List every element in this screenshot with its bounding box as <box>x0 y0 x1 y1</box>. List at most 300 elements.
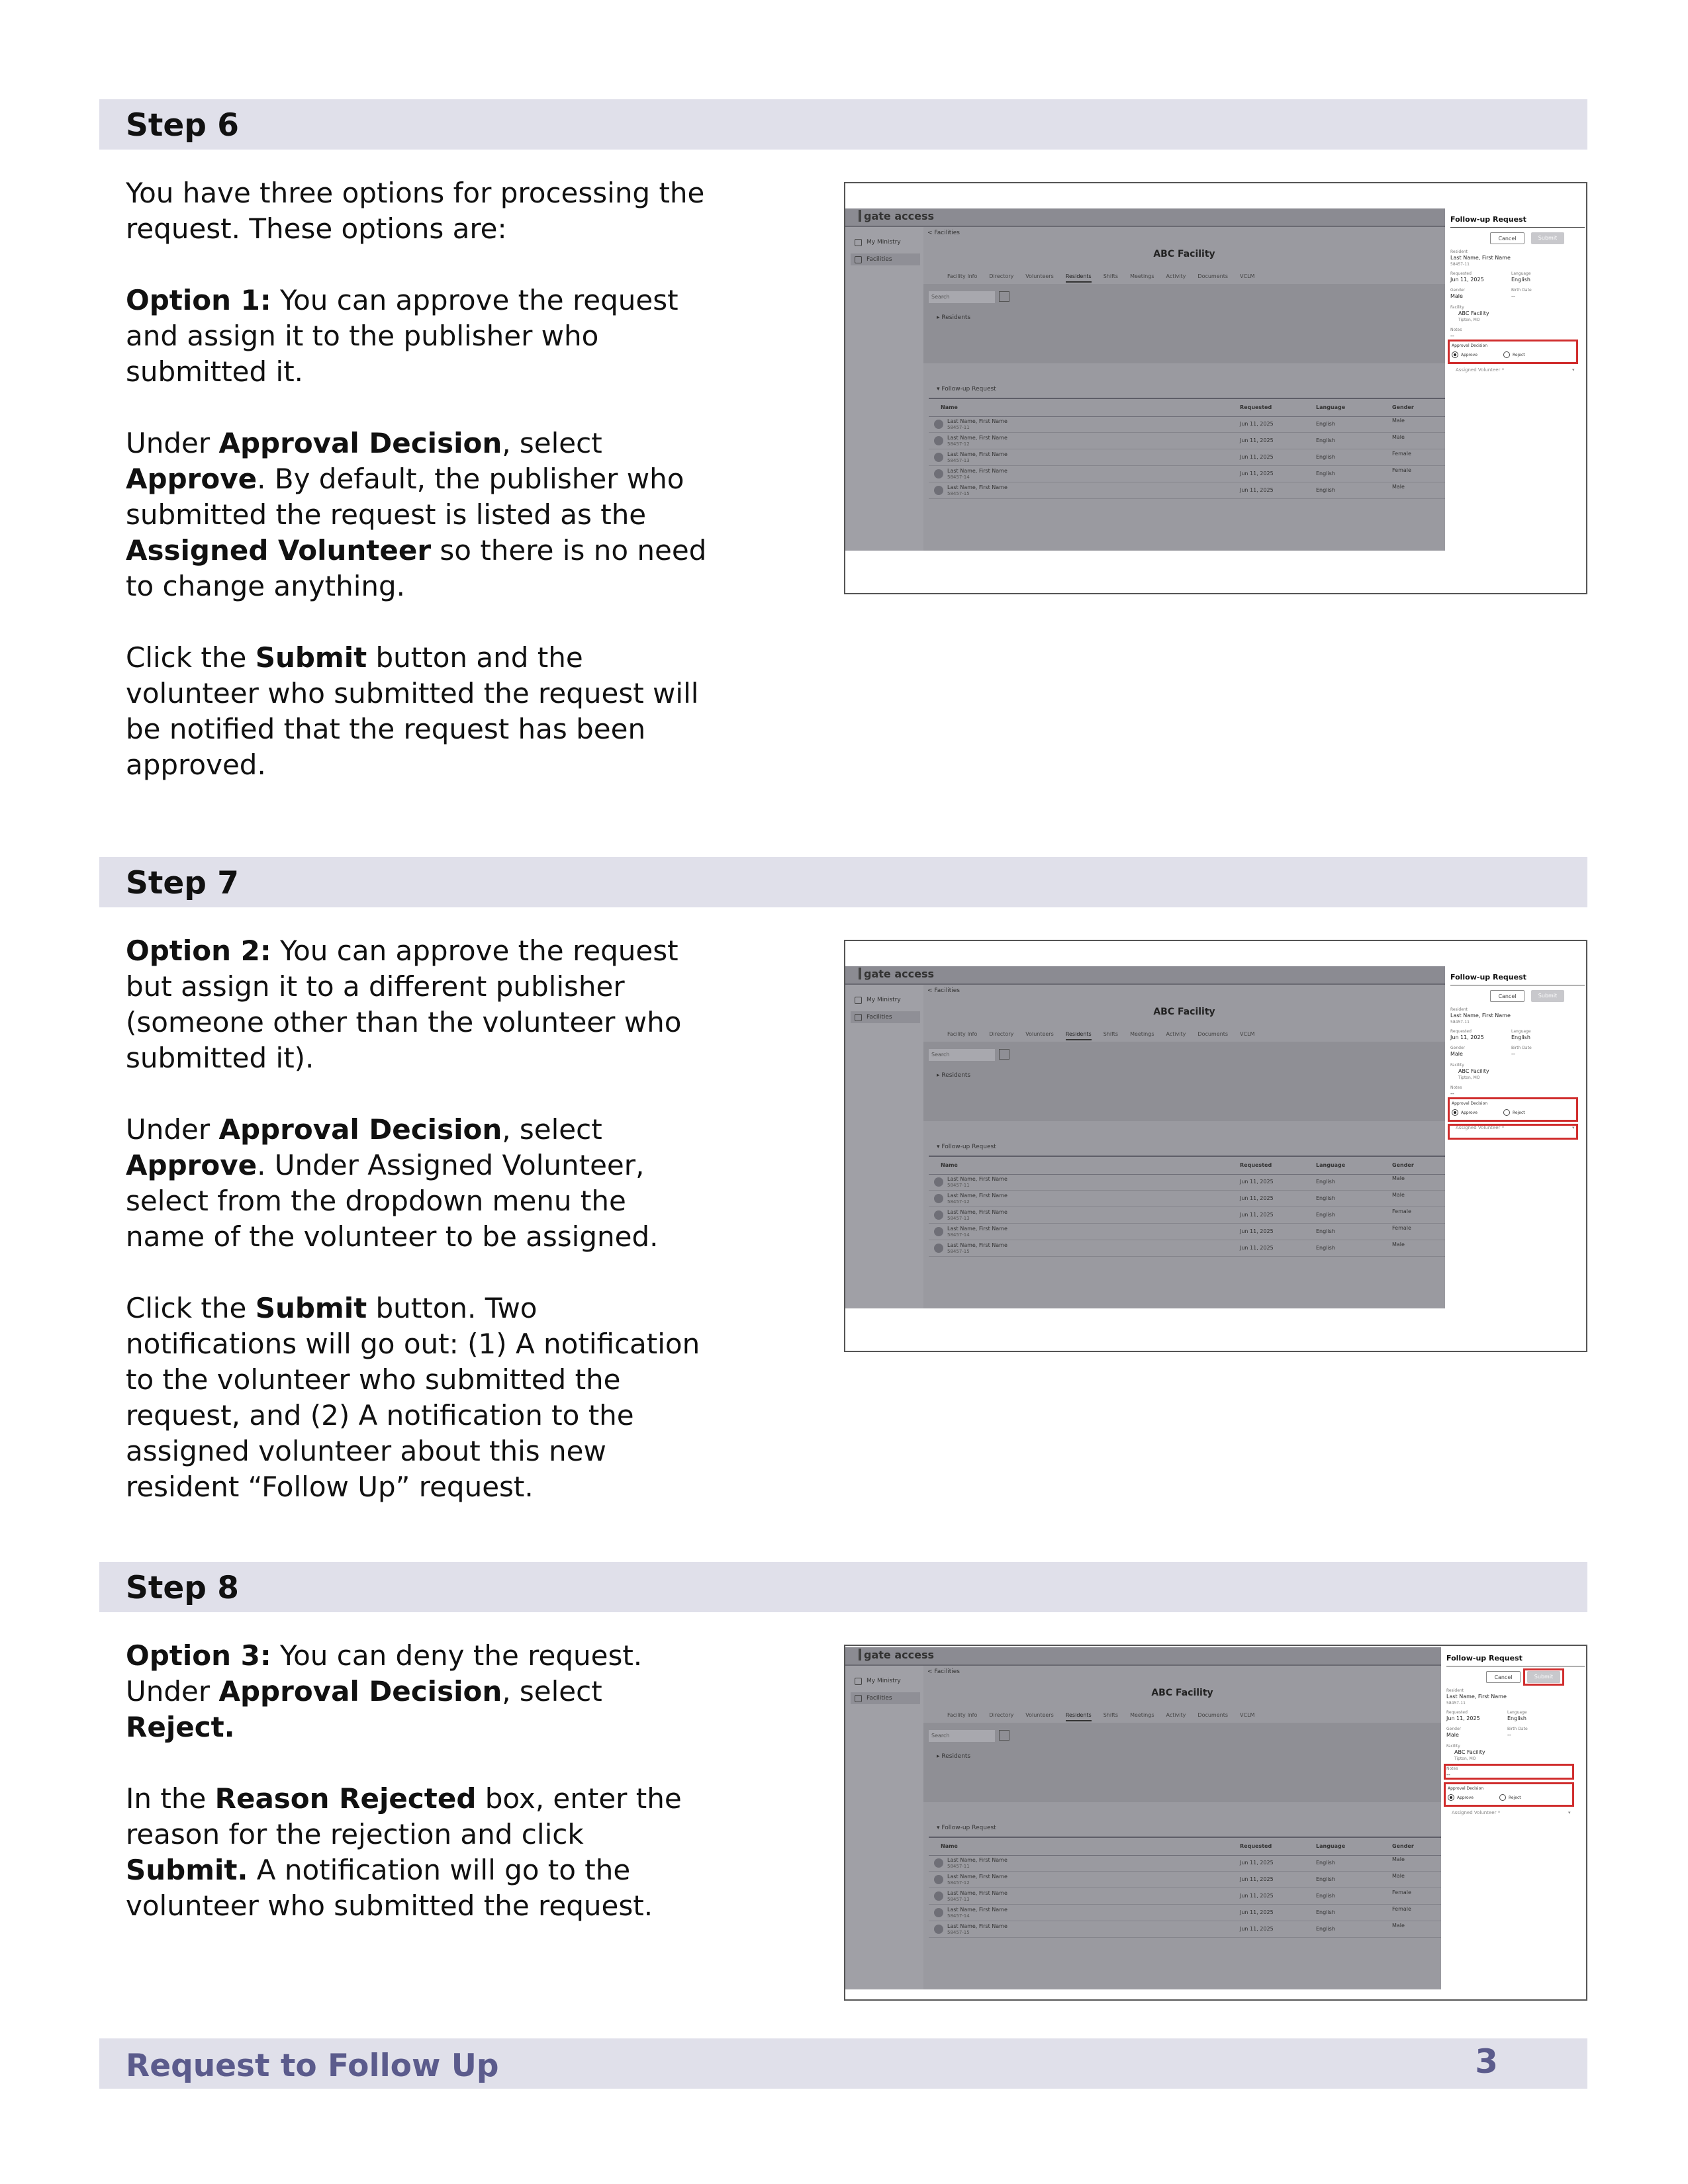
language: English <box>1316 1245 1335 1251</box>
sidebar-item-my-ministry[interactable] <box>851 994 920 1006</box>
bold-term: Option 2: <box>126 934 271 967</box>
resident-name-value: Last Name, First Name <box>1450 1013 1511 1019</box>
facility-value: ABC Facility <box>1458 1068 1489 1074</box>
gender: Male <box>1392 1923 1405 1929</box>
cancel-button[interactable]: Cancel <box>1490 990 1524 1002</box>
table-row[interactable] <box>929 1888 1441 1905</box>
requested-date: Jun 11, 2025 <box>1240 1860 1274 1866</box>
tab-vclm[interactable]: VCLM <box>1240 1031 1255 1037</box>
bold-term: Submit <box>255 641 367 674</box>
follow-up-section-toggle[interactable]: ▾ Follow-up Request <box>937 386 996 392</box>
language-label: Language <box>1507 1710 1527 1715</box>
tab-vclm[interactable]: VCLM <box>1240 1712 1255 1718</box>
search-icon[interactable] <box>999 291 1009 302</box>
step-8-text <box>126 1638 708 1960</box>
avatar-icon <box>934 486 943 495</box>
approval-decision-label: Approval Decision <box>1448 1786 1484 1791</box>
resident-id: 58457-14 <box>947 1913 970 1919</box>
avatar-icon <box>934 436 943 445</box>
resident-name: Last Name, First Name <box>947 1226 1008 1232</box>
tab-activity[interactable]: Activity <box>1166 1031 1186 1037</box>
step-6-header <box>99 99 1587 150</box>
text-run: , select <box>502 427 602 459</box>
bold-term: Submit <box>255 1292 367 1324</box>
avatar-icon <box>934 1177 943 1187</box>
tab-shifts[interactable]: Shifts <box>1103 273 1119 279</box>
resident-name: Last Name, First Name <box>947 1242 1008 1248</box>
sidebar-item-label: Facilities <box>867 256 892 263</box>
bold-term: Submit. <box>126 1854 248 1886</box>
sidebar-item-my-ministry[interactable] <box>851 1675 920 1687</box>
language: English <box>1316 1195 1335 1201</box>
panel-divider <box>1450 227 1585 228</box>
resident-id: 58457-14 <box>947 1232 970 1238</box>
text-run: You have three options for processing the request. These options are: <box>126 177 705 245</box>
app-main <box>923 985 1445 1308</box>
step-6-title: Step 6 <box>126 107 239 144</box>
gender: Male <box>1392 1175 1405 1181</box>
tab-shifts[interactable]: Shifts <box>1103 1031 1119 1037</box>
screenshot-option-3 <box>844 1645 1587 2001</box>
search-input[interactable]: Search <box>929 1049 995 1061</box>
step-paragraph <box>126 1291 708 1505</box>
language-label: Language <box>1511 1029 1531 1034</box>
tab-directory[interactable]: Directory <box>989 273 1014 279</box>
facility-value: ABC Facility <box>1458 310 1489 316</box>
table-row[interactable] <box>929 1224 1445 1240</box>
facility-title: ABC Facility <box>1151 1688 1213 1698</box>
requested-date: Jun 11, 2025 <box>1240 487 1274 493</box>
birthdate-label: Birth Date <box>1511 288 1532 293</box>
birthdate-label: Birth Date <box>1511 1046 1532 1050</box>
step-7-header <box>99 857 1587 907</box>
gender: Male <box>1392 1192 1405 1198</box>
follow-up-panel <box>1445 966 1587 1308</box>
page-footer <box>99 2038 1587 2089</box>
text-run: . Under Assigned Volunteer, select from the dropdown menu the name of the volunteer to be assigned. <box>126 1149 659 1253</box>
reject-label: Reject <box>1509 1796 1521 1800</box>
search-input[interactable]: Search <box>929 1730 995 1742</box>
table-row[interactable] <box>929 1174 1445 1191</box>
panel-title: Follow-up Request <box>1450 215 1526 224</box>
sidebar-item-my-ministry[interactable] <box>851 236 920 248</box>
notes-label: Notes <box>1450 328 1462 332</box>
tab-documents[interactable]: Documents <box>1197 1031 1229 1037</box>
gender: Female <box>1392 467 1411 473</box>
avatar-icon <box>934 1908 943 1917</box>
sidebar-item-label: Facilities <box>867 1014 892 1021</box>
bold-term: Reject. <box>126 1711 235 1743</box>
language: English <box>1316 1926 1335 1932</box>
notes-value: -- <box>1450 1091 1454 1097</box>
resident-name: Last Name, First Name <box>947 1193 1008 1199</box>
step-paragraph <box>126 1781 708 1924</box>
residents-section-toggle[interactable]: ▸ Residents <box>937 1072 971 1079</box>
language: English <box>1316 1893 1335 1899</box>
app-sidebar <box>845 1666 923 1989</box>
language: English <box>1316 487 1335 493</box>
follow-up-panel <box>1441 1647 1587 1989</box>
step-paragraph <box>126 426 708 604</box>
table-row[interactable] <box>929 433 1445 449</box>
breadcrumb[interactable]: < Facilities <box>927 987 960 994</box>
requested-value: Jun 11, 2025 <box>1446 1715 1480 1721</box>
tab-volunteers[interactable]: Volunteers <box>1025 1031 1054 1037</box>
chevron-down-icon[interactable]: ▾ <box>1568 1810 1571 1815</box>
follow-up-section-toggle[interactable]: ▾ Follow-up Request <box>937 1825 996 1831</box>
notes-value: -- <box>1446 1772 1450 1778</box>
text-run: Click the <box>126 641 256 674</box>
resident-name: Last Name, First Name <box>947 484 1008 490</box>
text-run: , select <box>502 1675 602 1707</box>
avatar-icon <box>934 1925 943 1934</box>
resident-name-value: Last Name, First Name <box>1450 255 1511 261</box>
bold-term: Option 1: <box>126 284 271 316</box>
notes-label: Notes <box>1450 1085 1462 1090</box>
requested-date: Jun 11, 2025 <box>1240 437 1274 443</box>
gender: Female <box>1392 1889 1411 1895</box>
tab-facility-info[interactable]: Facility Info <box>947 273 978 279</box>
resident-id: 58457-12 <box>947 1880 970 1886</box>
avatar-icon <box>934 453 943 462</box>
column-header-requested: Requested <box>1240 1843 1272 1849</box>
resident-name: Last Name, First Name <box>947 1923 1008 1929</box>
language: English <box>1316 1909 1335 1915</box>
tab-facility-info[interactable]: Facility Info <box>947 1031 978 1037</box>
language: English <box>1316 421 1335 427</box>
tab-directory[interactable]: Directory <box>989 1712 1014 1718</box>
gender: Male <box>1392 1242 1405 1248</box>
requested-value: Jun 11, 2025 <box>1450 1034 1484 1040</box>
resident-name: Last Name, First Name <box>947 1890 1008 1896</box>
requested-label: Requested <box>1450 1029 1472 1034</box>
table-row[interactable] <box>929 449 1445 466</box>
tab-residents[interactable]: Residents <box>1066 1712 1092 1721</box>
residents-section-toggle[interactable]: ▸ Residents <box>937 1753 971 1760</box>
panel-title: Follow-up Request <box>1446 1654 1523 1662</box>
requested-date: Jun 11, 2025 <box>1240 454 1274 460</box>
app-sidebar <box>845 227 923 551</box>
reject-label: Reject <box>1513 1111 1525 1115</box>
language: English <box>1316 1860 1335 1866</box>
requested-date: Jun 11, 2025 <box>1240 1212 1274 1218</box>
language: English <box>1316 437 1335 443</box>
tab-residents[interactable]: Residents <box>1066 273 1092 283</box>
text-run: box, enter the reason for the rejection and click <box>126 1782 682 1850</box>
tab-activity[interactable]: Activity <box>1166 1712 1186 1718</box>
requested-date: Jun 11, 2025 <box>1240 1876 1274 1882</box>
notes-highlight <box>1444 1764 1574 1780</box>
sidebar-item-facilities[interactable] <box>851 253 920 265</box>
sidebar-item-facilities[interactable] <box>851 1692 920 1704</box>
resident-id-value: 58457-11 <box>1446 1701 1466 1706</box>
step-paragraph <box>126 1638 708 1745</box>
column-header-requested: Requested <box>1240 404 1272 410</box>
avatar-icon <box>934 1875 943 1884</box>
gender: Male <box>1392 1856 1405 1862</box>
requested-date: Jun 11, 2025 <box>1240 471 1274 477</box>
assigned-volunteer-dropdown[interactable]: Assigned Volunteer * <box>1456 367 1505 373</box>
table-row[interactable] <box>929 1855 1441 1872</box>
gender-value: Male <box>1450 1051 1463 1057</box>
resident-name: Last Name, First Name <box>947 418 1008 424</box>
submit-button[interactable]: Submit <box>1527 1671 1560 1683</box>
follow-up-section-toggle[interactable]: ▾ Follow-up Request <box>937 1144 996 1150</box>
gender-label: Gender <box>1450 1046 1466 1050</box>
tab-meetings[interactable]: Meetings <box>1130 273 1154 279</box>
column-header-gender: Gender <box>1392 1843 1414 1849</box>
table-row[interactable] <box>929 1921 1441 1938</box>
facility-value: ABC Facility <box>1454 1749 1485 1755</box>
language: English <box>1316 1228 1335 1234</box>
resident-id: 58457-13 <box>947 1216 970 1221</box>
tab-residents[interactable]: Residents <box>1066 1031 1092 1040</box>
facility-title: ABC Facility <box>1153 249 1215 259</box>
text-run: so there is no need to change anything. <box>126 534 707 602</box>
reject-label: Reject <box>1513 353 1525 357</box>
tab-volunteers[interactable]: Volunteers <box>1025 1712 1054 1718</box>
language: English <box>1316 1179 1335 1185</box>
tab-volunteers[interactable]: Volunteers <box>1025 273 1054 279</box>
chevron-down-icon[interactable]: ▾ <box>1572 367 1575 373</box>
facility-label: Facility <box>1450 305 1464 310</box>
approval-decision-highlight <box>1448 1097 1578 1122</box>
text-run: You can approve the request but assign it to a different publisher (someone other than the volunteer who submitted it). <box>126 934 682 1074</box>
step-8-header <box>99 1562 1587 1612</box>
text-run: You can deny the request. Under <box>126 1639 643 1707</box>
sidebar-item-label: My Ministry <box>867 239 901 246</box>
table-row[interactable] <box>929 1191 1445 1207</box>
approve-label: Approve <box>1461 1111 1477 1115</box>
column-header-gender: Gender <box>1392 1162 1414 1168</box>
resident-id: 58457-12 <box>947 1199 970 1205</box>
gender-value: Male <box>1446 1732 1459 1738</box>
tab-vclm[interactable]: VCLM <box>1240 273 1255 279</box>
residents-section-toggle[interactable]: ▸ Residents <box>937 314 971 321</box>
table-header <box>929 1837 1441 1856</box>
avatar-icon <box>934 1194 943 1203</box>
text-run: Under <box>126 1113 219 1146</box>
app-topbar <box>845 208 1445 227</box>
avatar-icon <box>934 420 943 429</box>
resident-id: 58457-15 <box>947 491 970 496</box>
resident-name: Last Name, First Name <box>947 451 1008 457</box>
bold-term: Option 3: <box>126 1639 271 1672</box>
submit-button-highlight <box>1523 1668 1564 1686</box>
step-8-title: Step 8 <box>126 1570 239 1606</box>
tab-documents[interactable]: Documents <box>1197 1712 1229 1718</box>
text-run: button and the volunteer who submitted the request will be notified that the request has been approved. <box>126 641 699 781</box>
ministry-icon <box>855 997 862 1004</box>
resident-id: 58457-11 <box>947 1864 970 1869</box>
table-row[interactable] <box>929 416 1445 433</box>
text-run: , select <box>502 1113 602 1146</box>
app-sidebar <box>845 985 923 1308</box>
notes-value: -- <box>1450 333 1454 339</box>
requested-date: Jun 11, 2025 <box>1240 1245 1274 1251</box>
resident-name: Last Name, First Name <box>947 1907 1008 1913</box>
assigned-volunteer-dropdown[interactable]: Assigned Volunteer * <box>1452 1810 1501 1815</box>
ministry-icon <box>855 1678 862 1685</box>
text-run: . By default, the publisher who submitted the request is listed as the <box>126 463 684 531</box>
step-paragraph <box>126 933 708 1076</box>
resident-name: Last Name, First Name <box>947 1209 1008 1215</box>
facility-label: Facility <box>1450 1063 1464 1068</box>
gender: Female <box>1392 1208 1411 1214</box>
text-run: In the <box>126 1782 215 1815</box>
tab-documents[interactable]: Documents <box>1197 273 1229 279</box>
column-header-name: Name <box>941 1843 958 1849</box>
table-header <box>929 398 1445 417</box>
requested-value: Jun 11, 2025 <box>1450 277 1484 283</box>
tab-directory[interactable]: Directory <box>989 1031 1014 1037</box>
text-run: Click the <box>126 1292 256 1324</box>
resident-id: 58457-13 <box>947 458 970 463</box>
resident-id: 58457-12 <box>947 441 970 447</box>
requested-date: Jun 11, 2025 <box>1240 1926 1274 1932</box>
sidebar-item-label: Facilities <box>867 1695 892 1702</box>
resident-name: Last Name, First Name <box>947 1874 1008 1880</box>
gender: Male <box>1392 1873 1405 1879</box>
search-icon[interactable] <box>999 1049 1009 1060</box>
resident-id: 58457-11 <box>947 425 970 430</box>
assigned-volunteer-highlight <box>1448 1124 1578 1140</box>
language: English <box>1316 454 1335 460</box>
resident-id-value: 58457-11 <box>1450 1020 1470 1024</box>
requested-date: Jun 11, 2025 <box>1240 1179 1274 1185</box>
column-header-name: Name <box>941 404 958 410</box>
table-row[interactable] <box>929 466 1445 482</box>
resident-id: 58457-11 <box>947 1183 970 1188</box>
resident-id: 58457-13 <box>947 1897 970 1902</box>
gender-label: Gender <box>1450 288 1466 293</box>
app-main <box>923 1666 1441 1989</box>
gender: Male <box>1392 434 1405 440</box>
text-run: You can approve the request and assign it to the publisher who submitted it. <box>126 284 679 388</box>
footer-title: Request to Follow Up <box>126 2048 499 2084</box>
language: English <box>1316 1212 1335 1218</box>
resident-id: 58457-15 <box>947 1930 970 1935</box>
gender: Male <box>1392 484 1405 490</box>
resident-label: Resident <box>1450 1007 1468 1012</box>
app-logo: gate access <box>859 1649 934 1661</box>
chevron-down-icon[interactable]: ▾ <box>1572 1125 1575 1130</box>
table-row[interactable] <box>929 1872 1441 1888</box>
tab-meetings[interactable]: Meetings <box>1130 1712 1154 1718</box>
resident-name-value: Last Name, First Name <box>1446 1694 1507 1700</box>
breadcrumb[interactable]: < Facilities <box>927 1668 960 1675</box>
building-icon <box>855 1014 862 1021</box>
submit-button[interactable]: Submit <box>1531 232 1564 244</box>
sidebar-item-label: My Ministry <box>867 997 901 1003</box>
resident-id: 58457-14 <box>947 475 970 480</box>
bold-term: Approve <box>126 1149 258 1181</box>
building-icon <box>855 1695 862 1702</box>
app-logo: gate access <box>859 968 934 980</box>
screenshot-option-2 <box>844 940 1587 1352</box>
resident-id-value: 58457-11 <box>1450 262 1470 267</box>
search-input[interactable]: Search <box>929 291 995 303</box>
gender: Male <box>1392 418 1405 424</box>
step-7-text <box>126 933 708 1541</box>
column-header-gender: Gender <box>1392 404 1414 410</box>
facility-tabs <box>947 273 1266 279</box>
approve-label: Approve <box>1457 1796 1474 1800</box>
facility-title: ABC Facility <box>1153 1007 1215 1017</box>
table-row[interactable] <box>929 482 1445 499</box>
table-row[interactable] <box>929 1240 1445 1257</box>
step-6-text <box>126 175 708 819</box>
gender-value: Male <box>1450 293 1463 299</box>
text-run: Under <box>126 427 219 459</box>
follow-up-panel <box>1445 208 1587 551</box>
step-paragraph <box>126 283 708 390</box>
birthdate-value: -- <box>1511 293 1515 299</box>
language-label: Language <box>1511 271 1531 276</box>
tab-meetings[interactable]: Meetings <box>1130 1031 1154 1037</box>
sidebar-item-facilities[interactable] <box>851 1011 920 1023</box>
step-7-title: Step 7 <box>126 865 239 901</box>
sidebar-item-label: My Ministry <box>867 1678 901 1684</box>
tab-shifts[interactable]: Shifts <box>1103 1712 1119 1718</box>
avatar-icon <box>934 1858 943 1868</box>
app-window <box>845 208 1445 551</box>
step-paragraph <box>126 175 708 247</box>
app-logo: gate access <box>859 210 934 222</box>
submit-button[interactable]: Submit <box>1531 990 1564 1002</box>
bold-term: Assigned Volunteer <box>126 534 432 567</box>
language-value: English <box>1507 1715 1526 1721</box>
approval-decision-highlight <box>1444 1782 1574 1807</box>
text-run: button. Two notifications will go out: (1) A notification to the volunteer who submitted the request, and (2) A notification to the assigned volunteer about this new resident “Follow Up” request. <box>126 1292 700 1503</box>
resident-id: 58457-15 <box>947 1249 970 1254</box>
resident-label: Resident <box>1446 1688 1464 1693</box>
requested-date: Jun 11, 2025 <box>1240 1228 1274 1234</box>
table-row[interactable] <box>929 1207 1445 1224</box>
tab-facility-info[interactable]: Facility Info <box>947 1712 978 1718</box>
requested-label: Requested <box>1450 271 1472 276</box>
search-icon[interactable] <box>999 1730 1009 1741</box>
avatar-icon <box>934 1244 943 1253</box>
bold-term: Approve <box>126 463 258 495</box>
breadcrumb[interactable]: < Facilities <box>927 230 960 236</box>
resident-name: Last Name, First Name <box>947 1176 1008 1182</box>
gender-label: Gender <box>1446 1727 1462 1731</box>
requested-date: Jun 11, 2025 <box>1240 1195 1274 1201</box>
approval-decision-highlight <box>1448 340 1578 364</box>
facility-tabs <box>947 1031 1266 1037</box>
table-row[interactable] <box>929 1905 1441 1921</box>
column-header-language: Language <box>1316 404 1346 410</box>
facility-location: Tipton, MO <box>1458 1075 1480 1080</box>
avatar-icon <box>934 1210 943 1220</box>
cancel-button[interactable]: Cancel <box>1486 1671 1521 1683</box>
tab-activity[interactable]: Activity <box>1166 273 1186 279</box>
bold-term: Approval Decision <box>218 1113 502 1146</box>
birthdate-value: -- <box>1507 1732 1511 1738</box>
app-topbar <box>845 966 1445 985</box>
assigned-volunteer-dropdown[interactable]: Assigned Volunteer * <box>1456 1125 1505 1130</box>
gender: Female <box>1392 1225 1411 1231</box>
resident-label: Resident <box>1450 250 1468 254</box>
resident-name: Last Name, First Name <box>947 435 1008 441</box>
app-window <box>845 1647 1441 1989</box>
avatar-icon <box>934 1227 943 1236</box>
cancel-button[interactable]: Cancel <box>1490 232 1524 244</box>
approve-label: Approve <box>1461 353 1477 357</box>
birthdate-label: Birth Date <box>1507 1727 1528 1731</box>
column-header-requested: Requested <box>1240 1162 1272 1168</box>
